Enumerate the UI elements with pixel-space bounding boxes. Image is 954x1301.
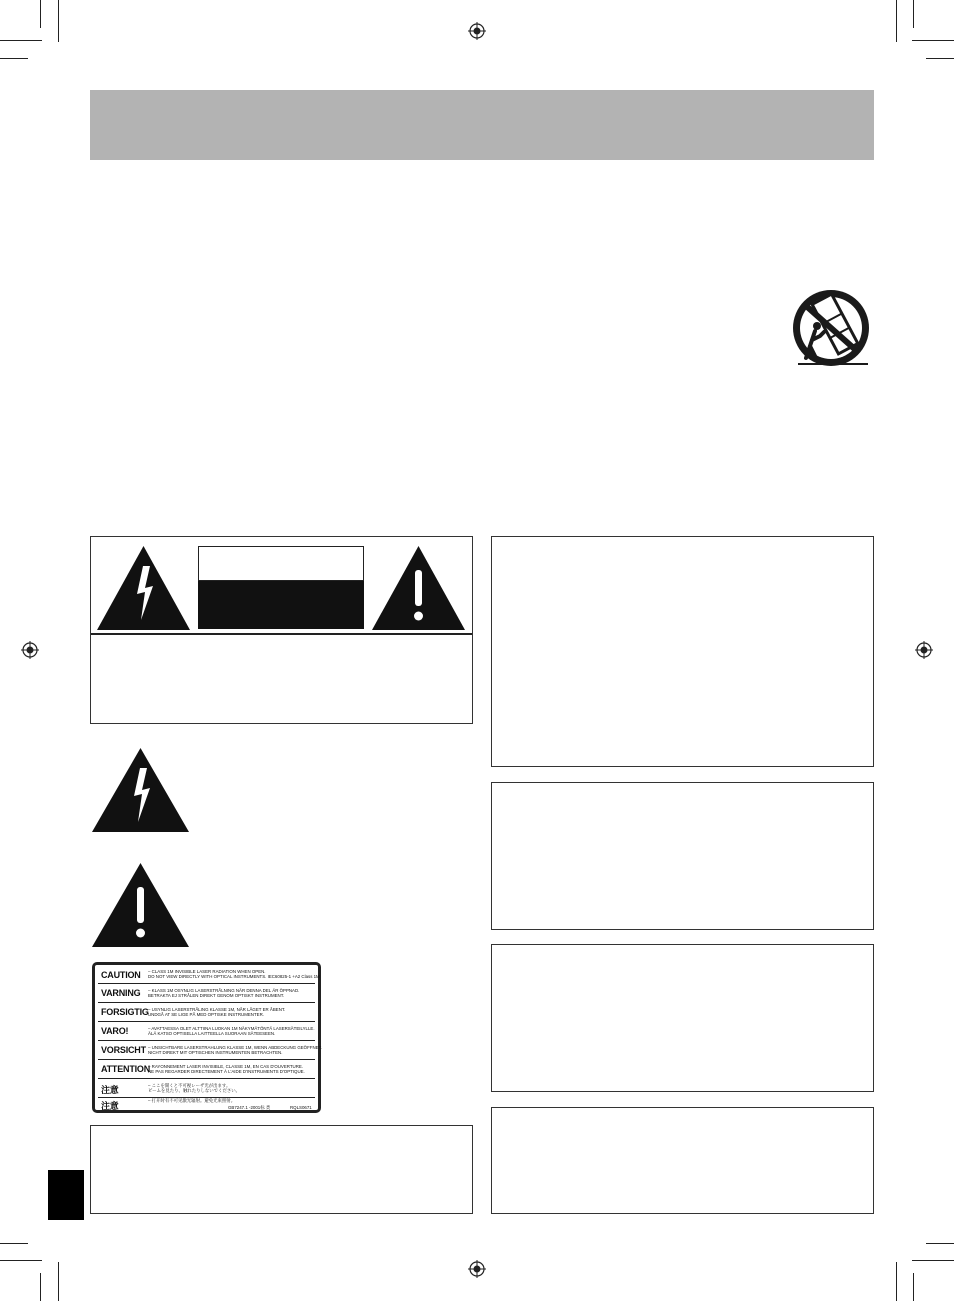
label-line: – AVATTAESSA OLET ALTTIINA LUOKAN 1M NÄKYMÄTÖNTÄ LASERSÄTEILYLLE. <box>148 1026 315 1031</box>
crop-mark <box>912 40 954 41</box>
label-text <box>148 969 320 979</box>
notice-box-right-4 <box>491 1107 874 1214</box>
notice-box-right-2 <box>491 782 874 930</box>
label-text <box>148 1045 322 1055</box>
label-row <box>98 984 315 1003</box>
crop-mark <box>0 40 42 41</box>
crop-mark <box>896 1262 897 1301</box>
label-word: VORSICHT <box>101 1045 146 1055</box>
crop-mark <box>912 1260 954 1261</box>
page-tab <box>48 1170 84 1220</box>
crop-mark <box>0 58 28 59</box>
crop-mark <box>0 1243 28 1244</box>
label-line: – CLASS 1M INVISIBLE LASER RADIATION WHEN OPEN. <box>148 969 266 974</box>
label-text <box>148 1083 240 1093</box>
label-text <box>148 988 299 998</box>
crop-mark <box>896 0 897 42</box>
label-line: – UNSICHTBARE LASERSTRAHLUNG KLASSE 1M, WENN ABDECKUNG GEÖFFNET. <box>148 1045 322 1050</box>
crop-mark <box>913 0 914 28</box>
label-line: – KLASS 1M OSYNLIG LASERSTRÅLNING NÄR DENNA DEL ÄR ÖPPNAD. <box>148 988 300 993</box>
registration-crosshair-icon <box>468 22 486 40</box>
exclamation-triangle-icon <box>372 546 465 630</box>
label-word: ATTENTION <box>101 1064 151 1074</box>
lightning-triangle-icon <box>97 546 190 630</box>
crop-mark <box>926 1243 954 1244</box>
label-text <box>148 1007 285 1017</box>
crop-mark <box>58 1262 59 1301</box>
label-row <box>98 1060 315 1079</box>
divider <box>91 633 472 635</box>
label-line: ビームを見たり、触れたりしないでください。 <box>148 1088 241 1093</box>
label-row <box>98 966 320 984</box>
crop-mark <box>0 1260 42 1261</box>
notice-box-bottom-left <box>90 1125 473 1214</box>
label-line: – ここを開くと不可視レーザ光が出ます。 <box>148 1083 231 1088</box>
label-text <box>148 1064 305 1074</box>
label-line: BETRAKTA EJ STRÅLEN DIREKT GENOM OPTISKT INSTRUMENT. <box>148 993 285 998</box>
registration-crosshair-icon <box>915 641 933 659</box>
label-line: DO NOT VIEW DIRECTLY WITH OPTICAL INSTRUMENTS. IEC60825-1 +A2 Class 1M <box>148 974 320 979</box>
exclamation-triangle-icon <box>92 863 189 947</box>
notice-box-right-1 <box>491 536 874 767</box>
label-row <box>98 1041 322 1060</box>
caution-black-panel <box>198 581 364 629</box>
label-word: CAUTION <box>101 970 141 980</box>
lightning-triangle-icon <box>92 748 189 832</box>
caution-white-panel <box>198 546 364 581</box>
laser-warning-label <box>92 962 321 1113</box>
crop-mark <box>58 0 59 42</box>
crop-mark <box>40 1273 41 1301</box>
label-row <box>98 1079 315 1098</box>
label-row <box>98 1003 315 1022</box>
label-line: – 打开时有不可见激光辐射。避免光束照射。 <box>148 1098 236 1103</box>
label-text <box>148 1098 235 1103</box>
header-band <box>90 90 874 160</box>
label-standard: GB7247.1 -2001标 类 <box>228 1105 271 1110</box>
label-word: 注意 <box>101 1085 119 1095</box>
crop-mark <box>926 58 954 59</box>
label-line: NE PAS REGARDER DIRECTEMENT À L'AIDE D'INSTRUMENTS D'OPTIQUE. <box>148 1069 305 1074</box>
label-code: RQLS0671 <box>290 1105 312 1110</box>
crop-mark <box>40 0 41 28</box>
no-tip-over-cart-icon <box>788 288 874 370</box>
label-word: VARNING <box>101 988 141 998</box>
label-line: – RAYONNEMENT LASER INVISIBLE, CLASSE 1M, EN CAS D'OUVERTURE. <box>148 1064 304 1069</box>
label-row <box>98 1098 315 1111</box>
registration-crosshair-icon <box>468 1260 486 1278</box>
label-word: FORSIGTIG <box>101 1007 149 1017</box>
label-word: 注意 <box>101 1101 119 1111</box>
registration-crosshair-icon <box>21 641 39 659</box>
label-text <box>148 1026 315 1036</box>
label-line: ÄLÄ KATSO OPTISELLA LAITTEELLA SUORAAN SÄTEESEEN. <box>148 1031 276 1036</box>
notice-box-right-3 <box>491 944 874 1092</box>
label-line: UNDGÅ AT SE LIGE PÅ MED OPTISKE INSTRUMENTER. <box>148 1012 264 1017</box>
label-line: NICHT DIREKT MIT OPTISCHEN INSTRUMENTEN BETRACHTEN. <box>148 1050 283 1055</box>
label-word: VARO! <box>101 1026 129 1036</box>
label-row <box>98 1022 315 1041</box>
crop-mark <box>913 1273 914 1301</box>
label-line: – USYNLIG LASERSTRÅLING KLASSE 1M, NÅR LÅGET ER ÅBENT. <box>148 1007 286 1012</box>
